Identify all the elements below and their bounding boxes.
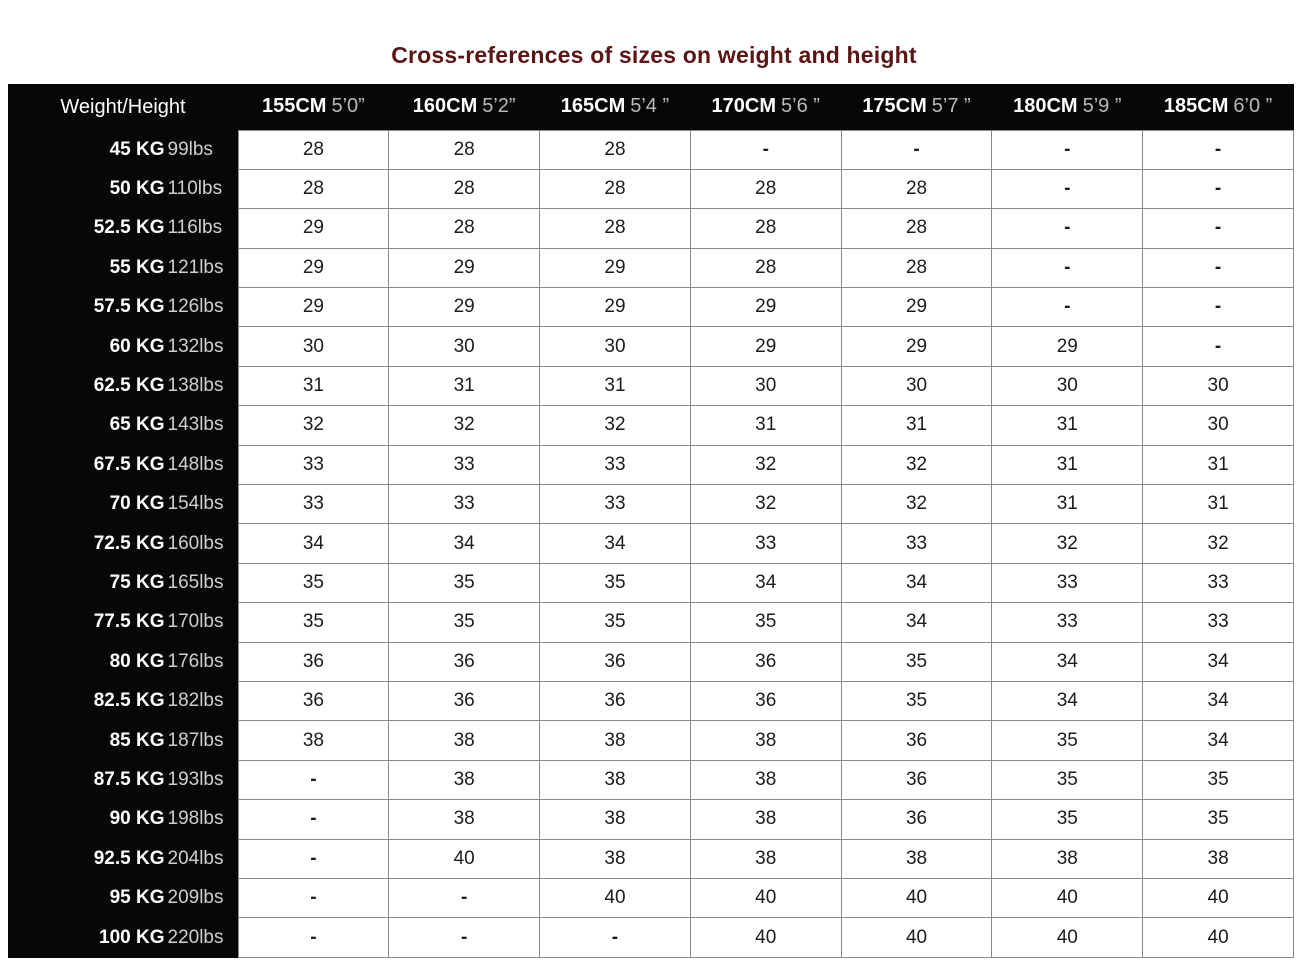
size-value-cell: 33 [992,603,1143,642]
size-value-cell: 33 [389,485,540,524]
size-value-cell: 38 [690,721,841,760]
weight-label-cell [8,721,238,760]
size-value-cell: 35 [1143,800,1294,839]
size-value-cell: 35 [540,563,691,602]
size-value-cell: 32 [690,485,841,524]
table-body [8,130,1294,958]
height-column-header [841,84,992,130]
size-value-cell: 28 [238,169,389,208]
table-row [8,603,1294,642]
weight-kg-value: 90 KG [109,808,165,830]
size-value-cell: 35 [238,563,389,602]
weight-label-cell [8,445,238,484]
table-row [8,327,1294,366]
weight-lbs-value: 165lbs [167,571,224,593]
weight-lbs-value: 138lbs [167,375,224,397]
table-row [8,721,1294,760]
size-value-cell: 28 [690,209,841,248]
weight-lbs-value: 182lbs [167,690,224,712]
table-row [8,406,1294,445]
size-value-cell: 36 [841,760,992,799]
size-value-cell: 30 [690,366,841,405]
size-value-cell: 28 [540,130,691,169]
size-value-cell: 30 [238,327,389,366]
height-inch-label: 5’9 ” [1082,95,1122,118]
size-value-cell: 35 [389,603,540,642]
size-value-cell: 40 [389,839,540,878]
weight-label-cell [8,839,238,878]
size-value-cell: 35 [841,642,992,681]
height-column-header [540,84,691,130]
size-value-cell: - [1143,327,1294,366]
weight-label [8,217,238,239]
weight-lbs-value: 126lbs [167,296,224,318]
size-value-cell: 30 [540,327,691,366]
size-value-cell: 38 [690,839,841,878]
size-value-cell: 31 [992,485,1143,524]
size-value-cell: - [540,918,691,958]
size-value-cell: - [1143,248,1294,287]
size-value-cell: 29 [540,248,691,287]
weight-label [8,533,238,555]
size-value-cell: 30 [841,366,992,405]
size-value-cell: 34 [841,563,992,602]
size-value-cell: - [238,839,389,878]
size-value-cell: 40 [540,878,691,917]
size-value-cell: 32 [841,485,992,524]
table-row [8,760,1294,799]
size-value-cell: 34 [690,563,841,602]
size-value-cell: 32 [389,406,540,445]
weight-kg-value: 82.5 KG [93,690,165,712]
size-value-cell: 32 [841,445,992,484]
weight-lbs-value: 220lbs [167,926,224,948]
weight-label [8,454,238,476]
table-row [8,918,1294,958]
weight-label [8,927,238,949]
size-value-cell: 35 [690,603,841,642]
size-value-cell: 28 [389,130,540,169]
size-value-cell: 28 [841,169,992,208]
height-inch-label: 5’0” [331,95,365,118]
size-value-cell: 32 [1143,524,1294,563]
table-row [8,878,1294,917]
weight-lbs-value: 143lbs [167,414,224,436]
size-value-cell: 38 [389,721,540,760]
weight-kg-value: 85 KG [109,729,165,751]
weight-label [8,414,238,436]
size-value-cell: - [238,760,389,799]
size-value-cell: 36 [238,681,389,720]
size-value-cell: 38 [841,839,992,878]
weight-kg-value: 92.5 KG [93,847,165,869]
weight-lbs-value: 193lbs [167,768,224,790]
size-value-cell: 30 [389,327,540,366]
size-value-cell: 28 [389,169,540,208]
weight-kg-value: 87.5 KG [93,768,165,790]
table-row [8,130,1294,169]
size-value-cell: 35 [841,681,992,720]
height-inch-label: 5’4 ” [630,95,670,118]
size-value-cell: 28 [540,209,691,248]
weight-label-cell [8,642,238,681]
size-value-cell: 29 [238,209,389,248]
weight-kg-value: 95 KG [109,887,165,909]
size-value-cell: 29 [238,288,389,327]
weight-label-cell [8,800,238,839]
weight-kg-value: 65 KG [109,414,165,436]
weight-label-cell [8,918,238,958]
weight-label [8,690,238,712]
weight-label [8,730,238,752]
size-value-cell: 36 [540,681,691,720]
size-value-cell: 40 [1143,878,1294,917]
size-value-cell: 33 [841,524,992,563]
size-value-cell: 36 [841,800,992,839]
size-value-cell: 30 [992,366,1143,405]
weight-label-cell [8,524,238,563]
size-value-cell: 38 [540,800,691,839]
height-cm-label: 170CM [711,95,777,118]
page-title: Cross-references of sizes on weight and height [391,42,917,68]
size-value-cell: 36 [690,642,841,681]
table-row [8,445,1294,484]
size-value-cell: 33 [389,445,540,484]
size-value-cell: 33 [540,445,691,484]
size-value-cell: - [1143,130,1294,169]
size-value-cell: 31 [841,406,992,445]
weight-lbs-value: 99lbs [167,138,213,160]
table-row [8,288,1294,327]
size-value-cell: 33 [238,445,389,484]
size-value-cell: 36 [389,642,540,681]
size-value-cell: 28 [690,169,841,208]
size-value-cell: 29 [992,327,1143,366]
size-value-cell: 34 [540,524,691,563]
weight-kg-value: 80 KG [109,650,165,672]
weight-label-cell [8,130,238,169]
height-cm-label: 185CM [1163,95,1229,118]
size-value-cell: 33 [540,485,691,524]
size-value-cell: 34 [841,603,992,642]
size-value-cell: 28 [540,169,691,208]
weight-label-cell [8,366,238,405]
weight-lbs-value: 209lbs [167,887,224,909]
size-value-cell: 38 [540,721,691,760]
size-value-cell: 36 [540,642,691,681]
weight-lbs-value: 110lbs [167,178,223,200]
weight-kg-value: 45 KG [109,138,165,160]
weight-label [8,336,238,358]
height-column-header [389,84,540,130]
size-value-cell: 36 [389,681,540,720]
size-value-cell: - [238,878,389,917]
size-value-cell: 31 [1143,485,1294,524]
size-value-cell: 31 [238,366,389,405]
size-value-cell: 29 [389,248,540,287]
weight-label [8,887,238,909]
table-row [8,839,1294,878]
weight-label [8,139,238,161]
size-value-cell: 35 [992,760,1143,799]
weight-label-cell [8,209,238,248]
weight-lbs-value: 132lbs [167,335,224,357]
size-value-cell: 28 [841,209,992,248]
size-value-cell: 34 [1143,721,1294,760]
height-cm-label: 155CM [261,95,327,118]
size-value-cell: 40 [690,918,841,958]
size-value-cell: 30 [1143,366,1294,405]
height-column-header [992,84,1143,130]
size-value-cell: 36 [841,721,992,760]
table-row [8,248,1294,287]
size-value-cell: 35 [540,603,691,642]
weight-height-corner-header: Weight/Height [8,84,238,130]
weight-label-cell [8,288,238,327]
weight-label [8,848,238,870]
weight-lbs-value: 148lbs [167,453,224,475]
weight-label-cell [8,760,238,799]
size-value-cell: 28 [389,209,540,248]
size-value-cell: 35 [389,563,540,602]
height-cm-label: 165CM [560,95,626,118]
size-value-cell: 29 [690,327,841,366]
size-value-cell: 40 [992,878,1143,917]
weight-lbs-value: 187lbs [167,729,224,751]
weight-label-cell [8,327,238,366]
table-row [8,800,1294,839]
weight-label [8,808,238,830]
weight-lbs-value: 198lbs [167,808,224,830]
size-value-cell: 34 [1143,642,1294,681]
size-value-cell: 33 [690,524,841,563]
size-value-cell: 33 [1143,563,1294,602]
size-value-cell: 40 [1143,918,1294,958]
size-value-cell: - [992,288,1143,327]
size-value-cell: - [1143,169,1294,208]
size-value-cell: 35 [238,603,389,642]
height-column-header [1143,84,1294,130]
weight-lbs-value: 170lbs [167,611,224,633]
size-value-cell: 36 [238,642,389,681]
size-chart-table [8,84,1294,958]
size-value-cell: 38 [690,760,841,799]
weight-kg-value: 55 KG [109,256,165,278]
weight-label [8,257,238,279]
table-row [8,169,1294,208]
height-inch-label: 5’2” [482,95,516,118]
size-value-cell: - [389,918,540,958]
weight-label-cell [8,681,238,720]
weight-label [8,572,238,594]
size-value-cell: 28 [238,130,389,169]
size-value-cell: 40 [841,918,992,958]
size-value-cell: 40 [841,878,992,917]
size-value-cell: 36 [690,681,841,720]
weight-label-cell [8,248,238,287]
weight-label [8,651,238,673]
weight-lbs-value: 204lbs [167,847,224,869]
weight-lbs-value: 121lbs [167,256,224,278]
weight-label-cell [8,406,238,445]
size-value-cell: 32 [690,445,841,484]
size-value-cell: - [1143,209,1294,248]
size-value-cell: 38 [540,760,691,799]
size-value-cell: 38 [1143,839,1294,878]
weight-kg-value: 70 KG [109,493,165,515]
table-row [8,642,1294,681]
size-value-cell: 33 [238,485,389,524]
weight-kg-value: 67.5 KG [93,453,165,475]
size-value-cell: 33 [1143,603,1294,642]
weight-kg-value: 62.5 KG [93,375,165,397]
table-row [8,209,1294,248]
weight-kg-value: 60 KG [109,335,165,357]
weight-label [8,611,238,633]
size-value-cell: - [238,918,389,958]
size-value-cell: 29 [389,288,540,327]
size-value-cell: - [690,130,841,169]
weight-kg-value: 75 KG [109,571,165,593]
size-value-cell: 38 [389,800,540,839]
weight-label [8,178,238,200]
size-value-cell: 31 [992,445,1143,484]
size-value-cell: 32 [540,406,691,445]
weight-lbs-value: 160lbs [167,532,224,554]
weight-label [8,296,238,318]
size-value-cell: - [992,169,1143,208]
size-value-cell: 31 [690,406,841,445]
height-cm-label: 160CM [412,95,478,118]
size-value-cell: 33 [992,563,1143,602]
header-row [8,84,1294,130]
size-value-cell: - [389,878,540,917]
size-value-cell: - [841,130,992,169]
height-inch-label: 6’0 ” [1233,95,1273,118]
size-value-cell: 35 [992,721,1143,760]
size-value-cell: 40 [992,918,1143,958]
size-value-cell: 28 [690,248,841,287]
table-row [8,681,1294,720]
size-value-cell: 31 [389,366,540,405]
height-cm-label: 175CM [862,95,927,118]
height-column-header [690,84,841,130]
weight-lbs-value: 116lbs [167,217,223,239]
weight-kg-value: 77.5 KG [93,611,165,633]
weight-label-cell [8,878,238,917]
size-value-cell: 34 [238,524,389,563]
weight-label [8,375,238,397]
height-inch-label: 5’6 ” [781,95,820,118]
weight-kg-value: 50 KG [109,178,165,200]
weight-kg-value: 57.5 KG [93,296,165,318]
size-value-cell: 38 [540,839,691,878]
size-value-cell: 34 [389,524,540,563]
size-value-cell: 40 [690,878,841,917]
size-value-cell: 30 [1143,406,1294,445]
height-cm-label: 180CM [1013,95,1078,118]
weight-label [8,493,238,515]
size-value-cell: 28 [841,248,992,287]
size-value-cell: 29 [540,288,691,327]
table-row [8,366,1294,405]
weight-kg-value: 52.5 KG [93,217,165,239]
size-value-cell: 29 [841,327,992,366]
size-value-cell: 32 [992,524,1143,563]
size-value-cell: 38 [992,839,1143,878]
size-value-cell: - [1143,288,1294,327]
weight-label-cell [8,169,238,208]
table-row [8,485,1294,524]
size-value-cell: 34 [992,681,1143,720]
weight-kg-value: 72.5 KG [93,532,165,554]
weight-label-cell [8,563,238,602]
table-row [8,524,1294,563]
size-value-cell: 35 [992,800,1143,839]
weight-label-cell [8,603,238,642]
size-value-cell: 32 [238,406,389,445]
height-inch-label: 5’7 ” [931,95,971,118]
weight-lbs-value: 176lbs [167,650,224,672]
size-value-cell: 29 [690,288,841,327]
weight-label-cell [8,485,238,524]
size-value-cell: - [992,248,1143,287]
weight-label [8,769,238,791]
size-value-cell: 38 [690,800,841,839]
height-column-header [238,84,389,130]
size-value-cell: 34 [1143,681,1294,720]
size-value-cell: 35 [1143,760,1294,799]
weight-lbs-value: 154lbs [167,493,224,515]
table-row [8,563,1294,602]
size-value-cell: 29 [238,248,389,287]
size-value-cell: - [238,800,389,839]
size-value-cell: 38 [238,721,389,760]
size-value-cell: 31 [1143,445,1294,484]
size-value-cell: 38 [389,760,540,799]
size-value-cell: 31 [540,366,691,405]
size-value-cell: - [992,209,1143,248]
size-value-cell: 34 [992,642,1143,681]
size-value-cell: 31 [992,406,1143,445]
size-value-cell: - [992,130,1143,169]
weight-kg-value: 100 KG [99,926,165,948]
size-value-cell: 29 [841,288,992,327]
